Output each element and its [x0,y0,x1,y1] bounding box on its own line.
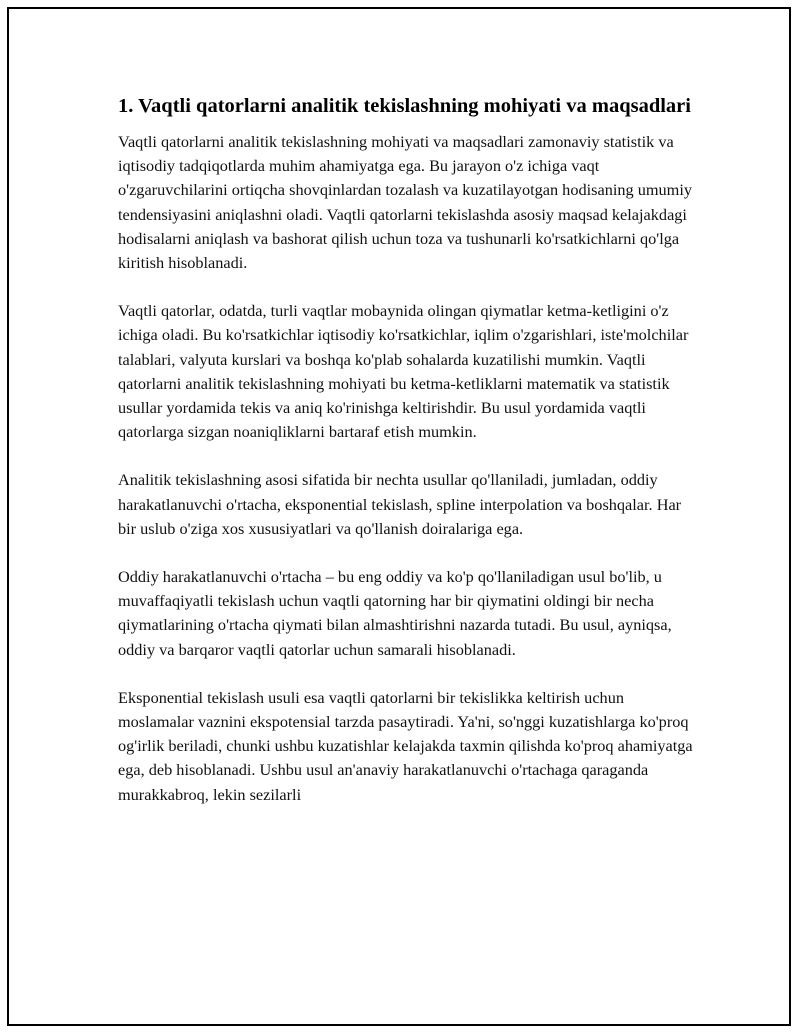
paragraph-1: Vaqtli qatorlarni analitik tekislashning mohiyati va maqsadlari zamonaviy statistik va iqtisodiy tadqiqotlarda muhim ahamiyatga ega. Bu jarayon o'z ichiga vaqt o'zgaruvchilarini ortiqcha shovqinlardan tozalash va kuzatilayotgan hodisaning umumiy tendensiyasini aniqlashni oladi. Vaqtli qatorlarni tekislashda asosiy maqsad kelajakdagi hodisalarni aniqlash va bashorat qilish uchun toza va tushunarli ko'rsatkichlarni qo'lga kiritish hisoblanadi. [118,132,692,273]
document-body [118,93,698,831]
paragraph-2: Vaqtli qatorlar, odatda, turli vaqtlar mobaynida olingan qiymatlar ketma-ketligini o'z ichiga oladi. Bu ko'rsatkichlar iqtisodiy ko'rsatkichlar, iqlim o'zgarishlari, iste'molchilar talablari, valyuta kurslari va boshqa ko'plab sohalarda kuzatilishi mumkin. Vaqtli qatorlarni analitik tekislashning mohiyati bu ketma-ketliklarni matematik va statistik usullar yordamida tekis va aniq ko'rinishga keltirishdir. Bu usul yordamida vaqtli qatorlarga sizgan noaniqliklarni bartaraf etish mumkin. [118,301,689,442]
paragraph-5: Eksponential tekislash usuli esa vaqtli qatorlarni bir tekislikka keltirish uchun moslamalar vaznini ekspotensial tarzda pasaytiradi. Ya'ni, so'nggi kuzatishlarga ko'proq og'irlik beriladi, chunki ushbu kuzatishlar kelajakda taxmin qilishda ko'proq ahamiyatga ega, deb hisoblanadi. Ushbu usul an'anaviy harakatlanuvchi o'rtachaga qaraganda murakkabroq, lekin sezilarli [118,687,693,804]
section-heading: 1. Vaqtli qatorlarni analitik tekislashning mohiyati va maqsadlari [118,95,691,117]
paragraph-3: Analitik tekislashning asosi sifatida bir nechta usullar qo'llaniladi, jumladan, oddiy harakatlanuvchi o'rtacha, eksponential tekislash, spline interpolation va boshqalar. Har bir uslub o'ziga xos xususiyatlari va qo'llanish doiralariga ega. [118,470,682,538]
paragraph-4: Oddiy harakatlanuvchi o'rtacha – bu eng oddiy va ko'p qo'llaniladigan usul bo'lib, u muvaffaqiyatli tekislash uchun vaqtli qatorning har bir qiymatini oldingi bir necha qiymatlarining o'rtacha qiymati bilan almashtirishni nazarda tutadi. Bu usul, ayniqsa, oddiy va barqaror vaqtli qatorlar uchun samarali hisoblanadi. [118,567,672,659]
